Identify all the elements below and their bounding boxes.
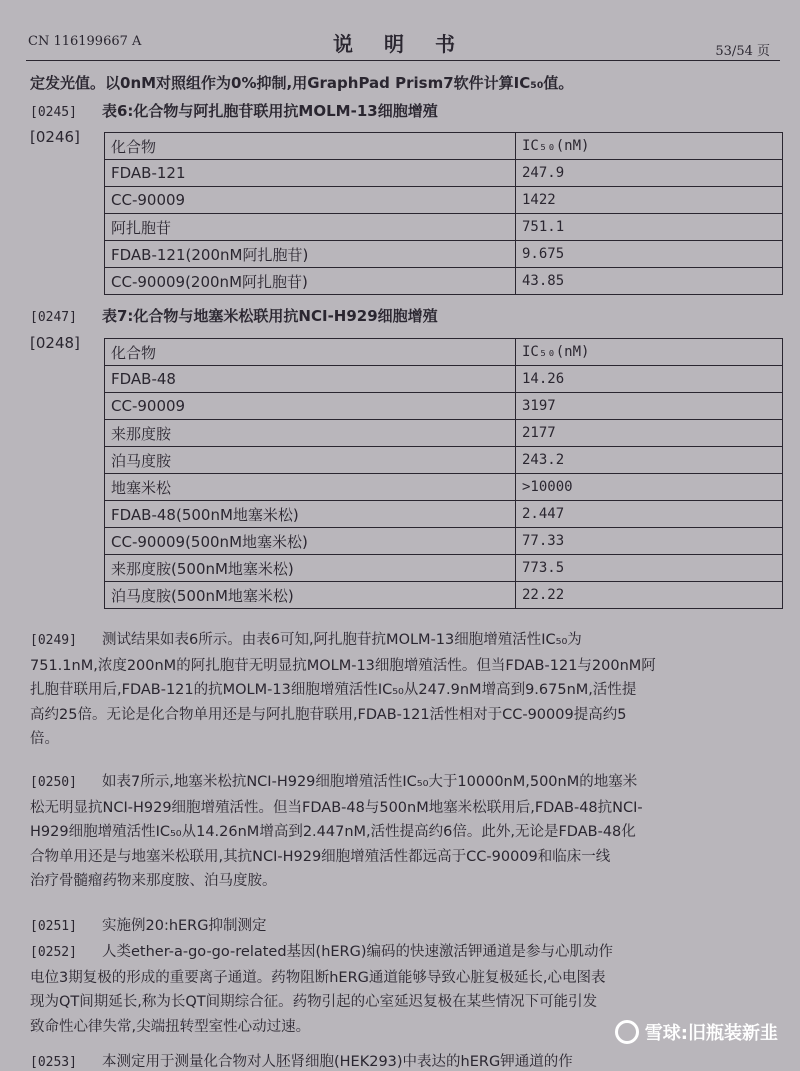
- header-rule: [26, 60, 780, 61]
- table7-caption-line: [30, 305, 438, 326]
- cell-ic50: 773.5: [516, 555, 783, 582]
- watermark-text: 雪球:旧瓶装新韭: [644, 1023, 778, 1044]
- cell-ic50: 77.33: [516, 528, 783, 555]
- paragraph-0253: [30, 1050, 573, 1071]
- cell-compound: 地塞米松: [105, 474, 516, 501]
- column-header-ic50: IC₅₀(nM): [516, 133, 783, 160]
- cell-ic50: 751.1: [516, 214, 783, 241]
- paragraph-text: 人类ether-a-go-go-related基因(hERG)编码的快速激活钾通道是参与心肌动作: [102, 944, 614, 960]
- page-header: [0, 28, 800, 58]
- cell-ic50: >10000: [516, 474, 783, 501]
- page-number: 53/54 页: [715, 44, 770, 59]
- table-row: [105, 241, 783, 268]
- table6: [104, 132, 783, 295]
- table-row: [105, 214, 783, 241]
- cell-ic50: 243.2: [516, 447, 783, 474]
- cell-compound: FDAB-48: [105, 366, 516, 393]
- watermark: [615, 1019, 778, 1045]
- cell-ic50: 43.85: [516, 268, 783, 295]
- paragraph-line: [30, 770, 785, 796]
- table-header-row: [105, 339, 783, 366]
- paragraph-line: [30, 940, 785, 966]
- table-header-row: [105, 133, 783, 160]
- paragraph-0249: [30, 628, 785, 752]
- column-header-compound: 化合物: [105, 339, 516, 366]
- snowball-logo-icon: [615, 1020, 639, 1044]
- table-row: [105, 393, 783, 420]
- cell-compound: CC-90009(500nM地塞米松): [105, 528, 516, 555]
- paragraph-line: [30, 820, 785, 845]
- paragraph-line: [30, 845, 785, 870]
- column-header-compound: 化合物: [105, 133, 516, 160]
- paragraph-text: 751.1nM,浓度200nM的阿扎胞苷无明显抗MOLM-13细胞增殖活性。但当FDAB-121与200nM阿: [30, 657, 656, 674]
- paragraph-line: [30, 678, 785, 703]
- cell-ic50: 1422: [516, 187, 783, 214]
- cell-compound: 来那度胺(500nM地塞米松): [105, 555, 516, 582]
- para-number: [0252]: [30, 945, 77, 960]
- cell-compound: FDAB-121(200nM阿扎胞苷): [105, 241, 516, 268]
- cell-compound: FDAB-48(500nM地塞米松): [105, 501, 516, 528]
- paragraph-text: 如表7所示,地塞米松抗NCI-H929细胞增殖活性IC₅₀大于10000nM,500nM的地塞米: [102, 774, 638, 790]
- paragraph-text: 松无明显抗NCI-H929细胞增殖活性。但当FDAB-48与500nM地塞米松联用后,FDAB-48抗NCI-: [30, 799, 643, 816]
- paragraph-line: [30, 628, 785, 654]
- table6-caption: 表6:化合物与阿扎胞苷联用抗MOLM-13细胞增殖: [102, 102, 438, 120]
- cell-ic50: 9.675: [516, 241, 783, 268]
- cell-compound: 泊马度胺: [105, 447, 516, 474]
- cell-ic50: 22.22: [516, 582, 783, 609]
- paragraph-0250: [30, 770, 785, 894]
- table-row: [105, 268, 783, 295]
- table-row: [105, 528, 783, 555]
- paragraph-text: 倍。: [30, 731, 59, 747]
- table-row: [105, 555, 783, 582]
- cell-compound: 泊马度胺(500nM地塞米松): [105, 582, 516, 609]
- table-row: [105, 160, 783, 187]
- paragraph-text: H929细胞增殖活性IC₅₀从14.26nM增高到2.447nM,活性提高约6倍。此外,无论是FDAB-48化: [30, 824, 636, 840]
- cell-ic50: 247.9: [516, 160, 783, 187]
- doc-title: 说 明 书: [333, 32, 467, 56]
- cell-ic50: 2.447: [516, 501, 783, 528]
- paragraph-text: 测试结果如表6所示。由表6可知,阿扎胞苷抗MOLM-13细胞增殖活性IC₅₀为: [102, 632, 582, 648]
- paragraph-line: [30, 703, 785, 728]
- paragraph-0251: [30, 914, 267, 935]
- cell-compound: 阿扎胞苷: [105, 214, 516, 241]
- table7: [104, 338, 783, 609]
- table6-caption-line: [30, 100, 438, 121]
- table-row: [105, 582, 783, 609]
- table7-caption: 表7:化合物与地塞米松联用抗NCI-H929细胞增殖: [102, 307, 438, 325]
- para-number: [0250]: [30, 775, 77, 790]
- paragraph-text: 致命性心律失常,尖端扭转型室性心动过速。: [30, 1018, 311, 1035]
- table-row: [105, 474, 783, 501]
- table-row: [105, 366, 783, 393]
- intro-line: 定发光值。以0nM对照组作为0%抑制,用GraphPad Prism7软件计算IC₅₀值。: [30, 74, 574, 92]
- paragraph-line: [30, 990, 785, 1015]
- section-heading: 实施例20:hERG抑制测定: [102, 918, 267, 934]
- cell-ic50: 3197: [516, 393, 783, 420]
- para-number: [0245]: [30, 105, 77, 120]
- paragraph-line: [30, 727, 785, 752]
- cell-ic50: 2177: [516, 420, 783, 447]
- para-number: [0249]: [30, 633, 77, 648]
- cell-compound: FDAB-121: [105, 160, 516, 187]
- column-header-ic50: IC₅₀(nM): [516, 339, 783, 366]
- para-number: [0251]: [30, 919, 77, 934]
- cell-compound: CC-90009: [105, 187, 516, 214]
- para-number: [0248]: [30, 334, 80, 352]
- table-row: [105, 420, 783, 447]
- para-number: [0247]: [30, 310, 77, 325]
- para-number: [0246]: [30, 128, 80, 146]
- cell-compound: 来那度胺: [105, 420, 516, 447]
- table-row: [105, 501, 783, 528]
- cell-compound: CC-90009(200nM阿扎胞苷): [105, 268, 516, 295]
- paragraph-text: 高约25倍。无论是化合物单用还是与阿扎胞苷联用,FDAB-121活性相对于CC-90009提高约5: [30, 706, 627, 723]
- paragraph-text: 电位3期复极的形成的重要离子通道。药物阻断hERG通道能够导致心脏复极延长,心电图表: [30, 969, 606, 986]
- paragraph-text: 合物单用还是与地塞米松联用,其抗NCI-H929细胞增殖活性都远高于CC-90009和临床一线: [30, 848, 611, 865]
- paragraph-text: 扎胞苷联用后,FDAB-121的抗MOLM-13细胞增殖活性IC₅₀从247.9nM增高到9.675nM,活性提: [30, 682, 637, 698]
- cell-ic50: 14.26: [516, 366, 783, 393]
- paragraph-text: 治疗骨髓瘤药物来那度胺、泊马度胺。: [30, 873, 277, 889]
- doc-id: CN 116199667 A: [28, 34, 142, 49]
- paragraph-line: [30, 796, 785, 821]
- paragraph-line: [30, 869, 785, 894]
- para-number: [0253]: [30, 1055, 77, 1070]
- table-row: [105, 187, 783, 214]
- paragraph-text: 本测定用于测量化合物对人胚肾细胞(HEK293)中表达的hERG钾通道的作: [102, 1054, 573, 1070]
- paragraph-text: 现为QT间期延长,称为长QT间期综合征。药物引起的心室延迟复极在某些情况下可能引发: [30, 994, 598, 1010]
- table-row: [105, 447, 783, 474]
- paragraph-line: [30, 654, 785, 679]
- cell-compound: CC-90009: [105, 393, 516, 420]
- paragraph-line: [30, 966, 785, 991]
